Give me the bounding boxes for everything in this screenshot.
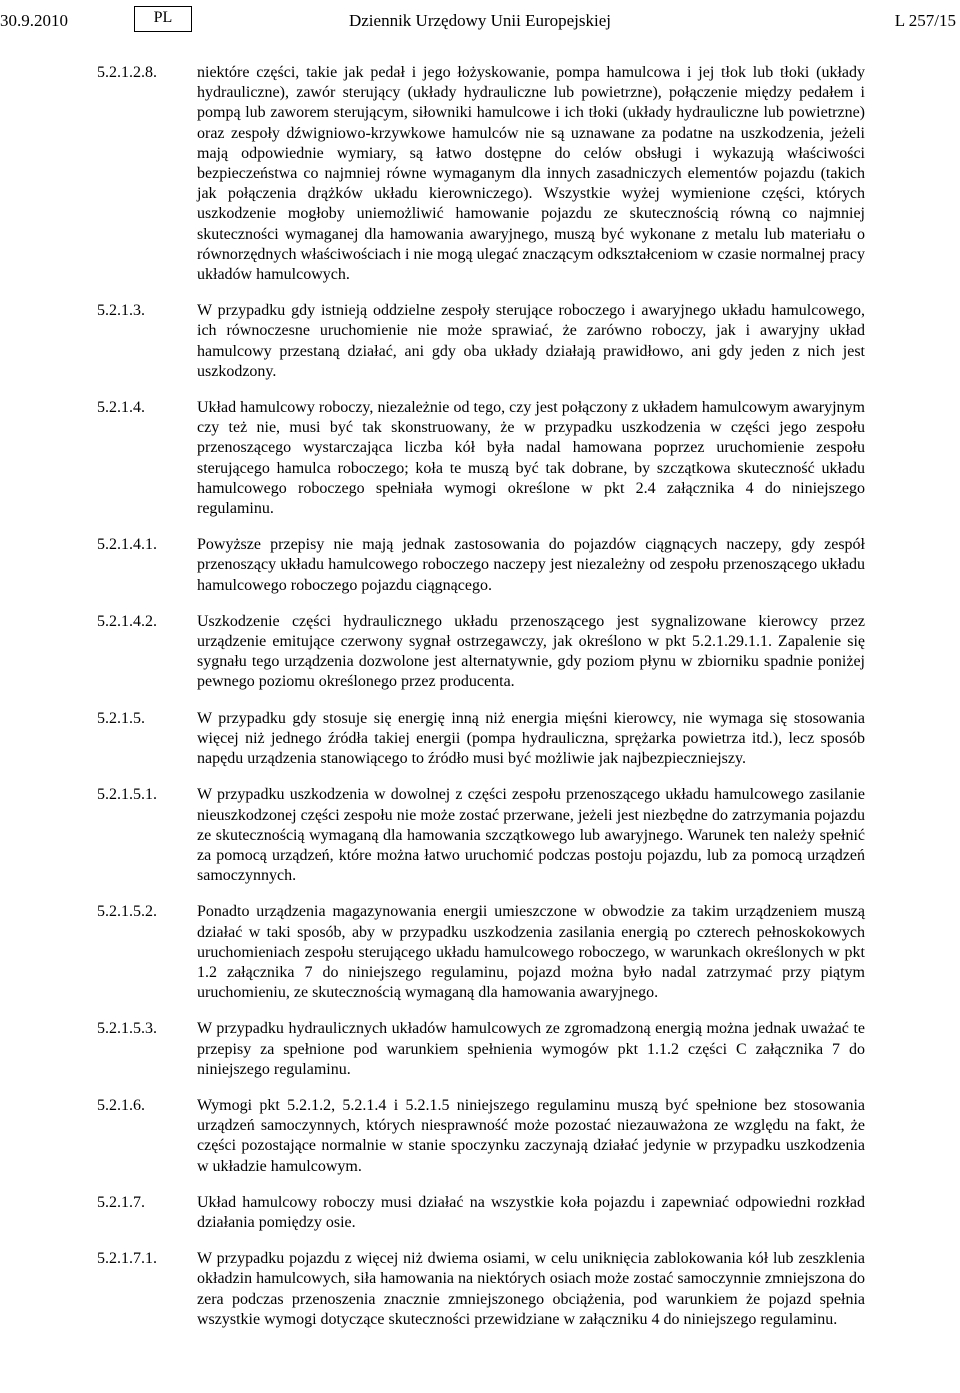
paragraph-5-2-1-5-2 — [97, 902, 865, 1003]
paragraph-5-2-1-3 — [97, 301, 865, 382]
paragraph-text: W przypadku gdy stosuje się energię inną niż energia mięśni kierowcy, nie wymaga się stosowania więcej niż jednego źródła takiej energii (pompa hydrauliczna, sprężarka powietrza itd.), lecz sposób napędu urządzenia stanowiącego to źródło musi być możliwie jak najbezpieczniejszy. — [197, 709, 865, 768]
paragraph-5-2-1-2-8 — [97, 63, 865, 285]
language-badge: PL — [134, 6, 192, 32]
paragraph-text: W przypadku uszkodzenia w dowolnej z części zespołu przenoszącego układu hamulcowego zasilanie nieuszkodzonej części zespołu nie może zostać przerwane, jeżeli jest niezbędne do zatrzymania pojazdu ze skutecznością wymaganą dla hamowania szczątkowego lub awaryjnego. Warunek ten należy spełnić za pomocą urządzeń, które można łatwo uruchomić podczas postoju pojazdu, lub za pomocą urządzeń samoczynnych. — [197, 786, 865, 885]
paragraph-number: 5.2.1.4.2. — [97, 612, 157, 630]
publication-date: 30.9.2010 — [0, 11, 68, 30]
paragraph-number: 5.2.1.5.2. — [97, 903, 157, 921]
paragraph-text: Powyższe przepisy nie mają jednak zastosowania do pojazdów ciągnących naczepy, gdy zespół przenoszący układu hamulcowego roboczego naczepy jest niezależny od zespołu przenoszącego układu hamulcowego roboczego pojazdu ciągnącego. — [197, 536, 865, 594]
page-reference: L 257/15 — [894, 11, 956, 30]
journal-title: Dziennik Urzędowy Unii Europejskiej — [348, 11, 611, 30]
paragraph-5-2-1-4 — [97, 398, 865, 519]
paragraph-text: W przypadku gdy istnieją oddzielne zespoły sterujące roboczego i awaryjnego układu hamulcowego, ich równoczesne uruchomienie nie może sprawiać, że zarówno roboczy, jak i awaryjny układ hamulcowy przestaną działać, ani gdy oba układy działają prawidłowo, ani gdy jeden z nich jest uszkodzony. — [197, 302, 865, 380]
paragraph-text: Ponadto urządzenia magazynowania energii umieszczone w obwodzie za takim urządzeniem muszą działać w taki sposób, aby w przypadku uszkodzenia zasilania energią po czterech pełnoskokowych uruchomieniach zespołu sterującego układu hamulcowego roboczego, w warunkach określonych w pkt 1.2 załącznika 7 do niniejszego regulaminu, pojazd można było nadal zatrzymać przy piątym uruchomieniu, ze skutecznością wymaganą dla hamowania awaryjnego. — [197, 903, 865, 1002]
paragraph-5-2-1-7-1 — [97, 1249, 865, 1330]
paragraph-text: Układ hamulcowy roboczy musi działać na wszystkie koła pojazdu i zapewniać odpowiedni rozkład działania pomiędzy osie. — [197, 1193, 865, 1231]
paragraph-number: 5.2.1.4. — [97, 399, 145, 417]
document-body — [97, 63, 865, 1346]
paragraph-text: Uszkodzenie części hydraulicznego układu przenoszącego jest sygnalizowane kierowcy przez urządzenie emitujące czerwony sygnał ostrzegawczy, jak określono w pkt 5.2.1.29.1.1. Zapalenie się sygnału tego urządzenia dozwolone jest alternatywnie, gdy poziom płynu w zbiorniku spadnie poniżej pewnego poziomu określonego przez producenta. — [197, 612, 865, 691]
paragraph-5-2-1-4-2 — [97, 612, 865, 693]
paragraph-number: 5.2.1.3. — [97, 302, 145, 320]
paragraph-5-2-1-5-1 — [97, 785, 865, 886]
paragraph-5-2-1-5 — [97, 709, 865, 770]
paragraph-text: W przypadku pojazdu z więcej niż dwiema osiami, w celu uniknięcia zablokowania kół lub zeszklenia okładzin hamulcowych, siła hamowania na niektórych osiach może zostać samoczynnie zmniejszona do zera podczas przenoszenia znacznie zmniejszonego obciążenia, pod warunkiem że pojazd spełnia wszystkie wymogi dotyczące skuteczności przewidziane w załączniku 4 do niniejszego regulaminu. — [197, 1250, 865, 1328]
paragraph-number: 5.2.1.7. — [97, 1193, 145, 1211]
paragraph-number: 5.2.1.2.8. — [97, 64, 157, 81]
paragraph-5-2-1-7 — [97, 1193, 865, 1233]
paragraph-number: 5.2.1.5.3. — [97, 1020, 157, 1038]
paragraph-5-2-1-6 — [97, 1096, 865, 1177]
paragraph-number: 5.2.1.6. — [97, 1096, 145, 1114]
page-header — [0, 6, 960, 36]
paragraph-number: 5.2.1.7.1. — [97, 1250, 157, 1268]
paragraph-text: W przypadku hydraulicznych układów hamulcowych ze zgromadzoną energią można jednak uważać te przepisy za spełnione pod warunkiem spełnienia wymogów pkt 1.1.2 części C załącznika 7 do niniejszego regulaminu. — [197, 1020, 865, 1078]
paragraph-number: 5.2.1.4.1. — [97, 536, 157, 554]
paragraph-5-2-1-5-3 — [97, 1019, 865, 1080]
paragraph-5-2-1-4-1 — [97, 535, 865, 596]
paragraph-number: 5.2.1.5. — [97, 709, 145, 727]
paragraph-number: 5.2.1.5.1. — [97, 786, 157, 804]
paragraph-text: niektóre części, takie jak pedał i jego łożyskowanie, pompa hamulcowa i jej tłok lub tłoki (układy hydrauliczne), zawór sterujący (układy hydrauliczne lub powietrzne), połączenie między pedałem i pompą lub zaworem sterującym, siłowniki hamulcowe i ich tłoki (układy hydrauliczne lub powietrzne) oraz zespoły dźwigniowo-krzywkowe hamulców nie są uznawane za podatne na uszkodzenia, jeżeli mają odpowiednie wymiary, są łatwo dostępne do celów obsługi i wykazują właściwości bezpieczeństwa co najmniej równe wymaganym dla innych zasadniczych elementów pojazdu (takich jak połączenia drążków układu kierowniczego). Wszystkie wyżej wymienione części, których uszkodzenie mogłoby uniemożliwić hamowanie pojazdu ze skutecznością równą co najmniej skuteczności wymaganej dla hamowania awaryjnego, muszą być wykonane z metalu lub materiału o równorzędnych właściwościach i nie mogą ulegać znaczącym odkształceniom w czasie normalnej pracy układów hamulcowych. — [197, 64, 865, 284]
paragraph-text: Układ hamulcowy roboczy, niezależnie od tego, czy jest połączony z układem hamulcowym awaryjnym czy też nie, musi być tak skonstruowany, że w przypadku uszkodzenia w części jego zespołu przenoszącego wystarczająca liczba kół była nadal hamowana poprzez uruchomienie zespołu sterującego hamulca roboczego; koła te muszą być tak dobrane, by szczątkowa skuteczność układu hamulcowego roboczego spełniała wymogi określone w pkt 2.4 załącznika 4 do niniejszego regulaminu. — [197, 399, 865, 518]
paragraph-text: Wymogi pkt 5.2.1.2, 5.2.1.4 i 5.2.1.5 niniejszego regulaminu muszą być spełnione bez stosowania urządzeń samoczynnych, których niesprawność może pozostać niezauważona ze względu na fakt, że części pozostające normalnie w stanie spoczynku zaczynają działać jedynie w przypadku uszkodzenia w układzie hamulcowym. — [197, 1096, 865, 1175]
